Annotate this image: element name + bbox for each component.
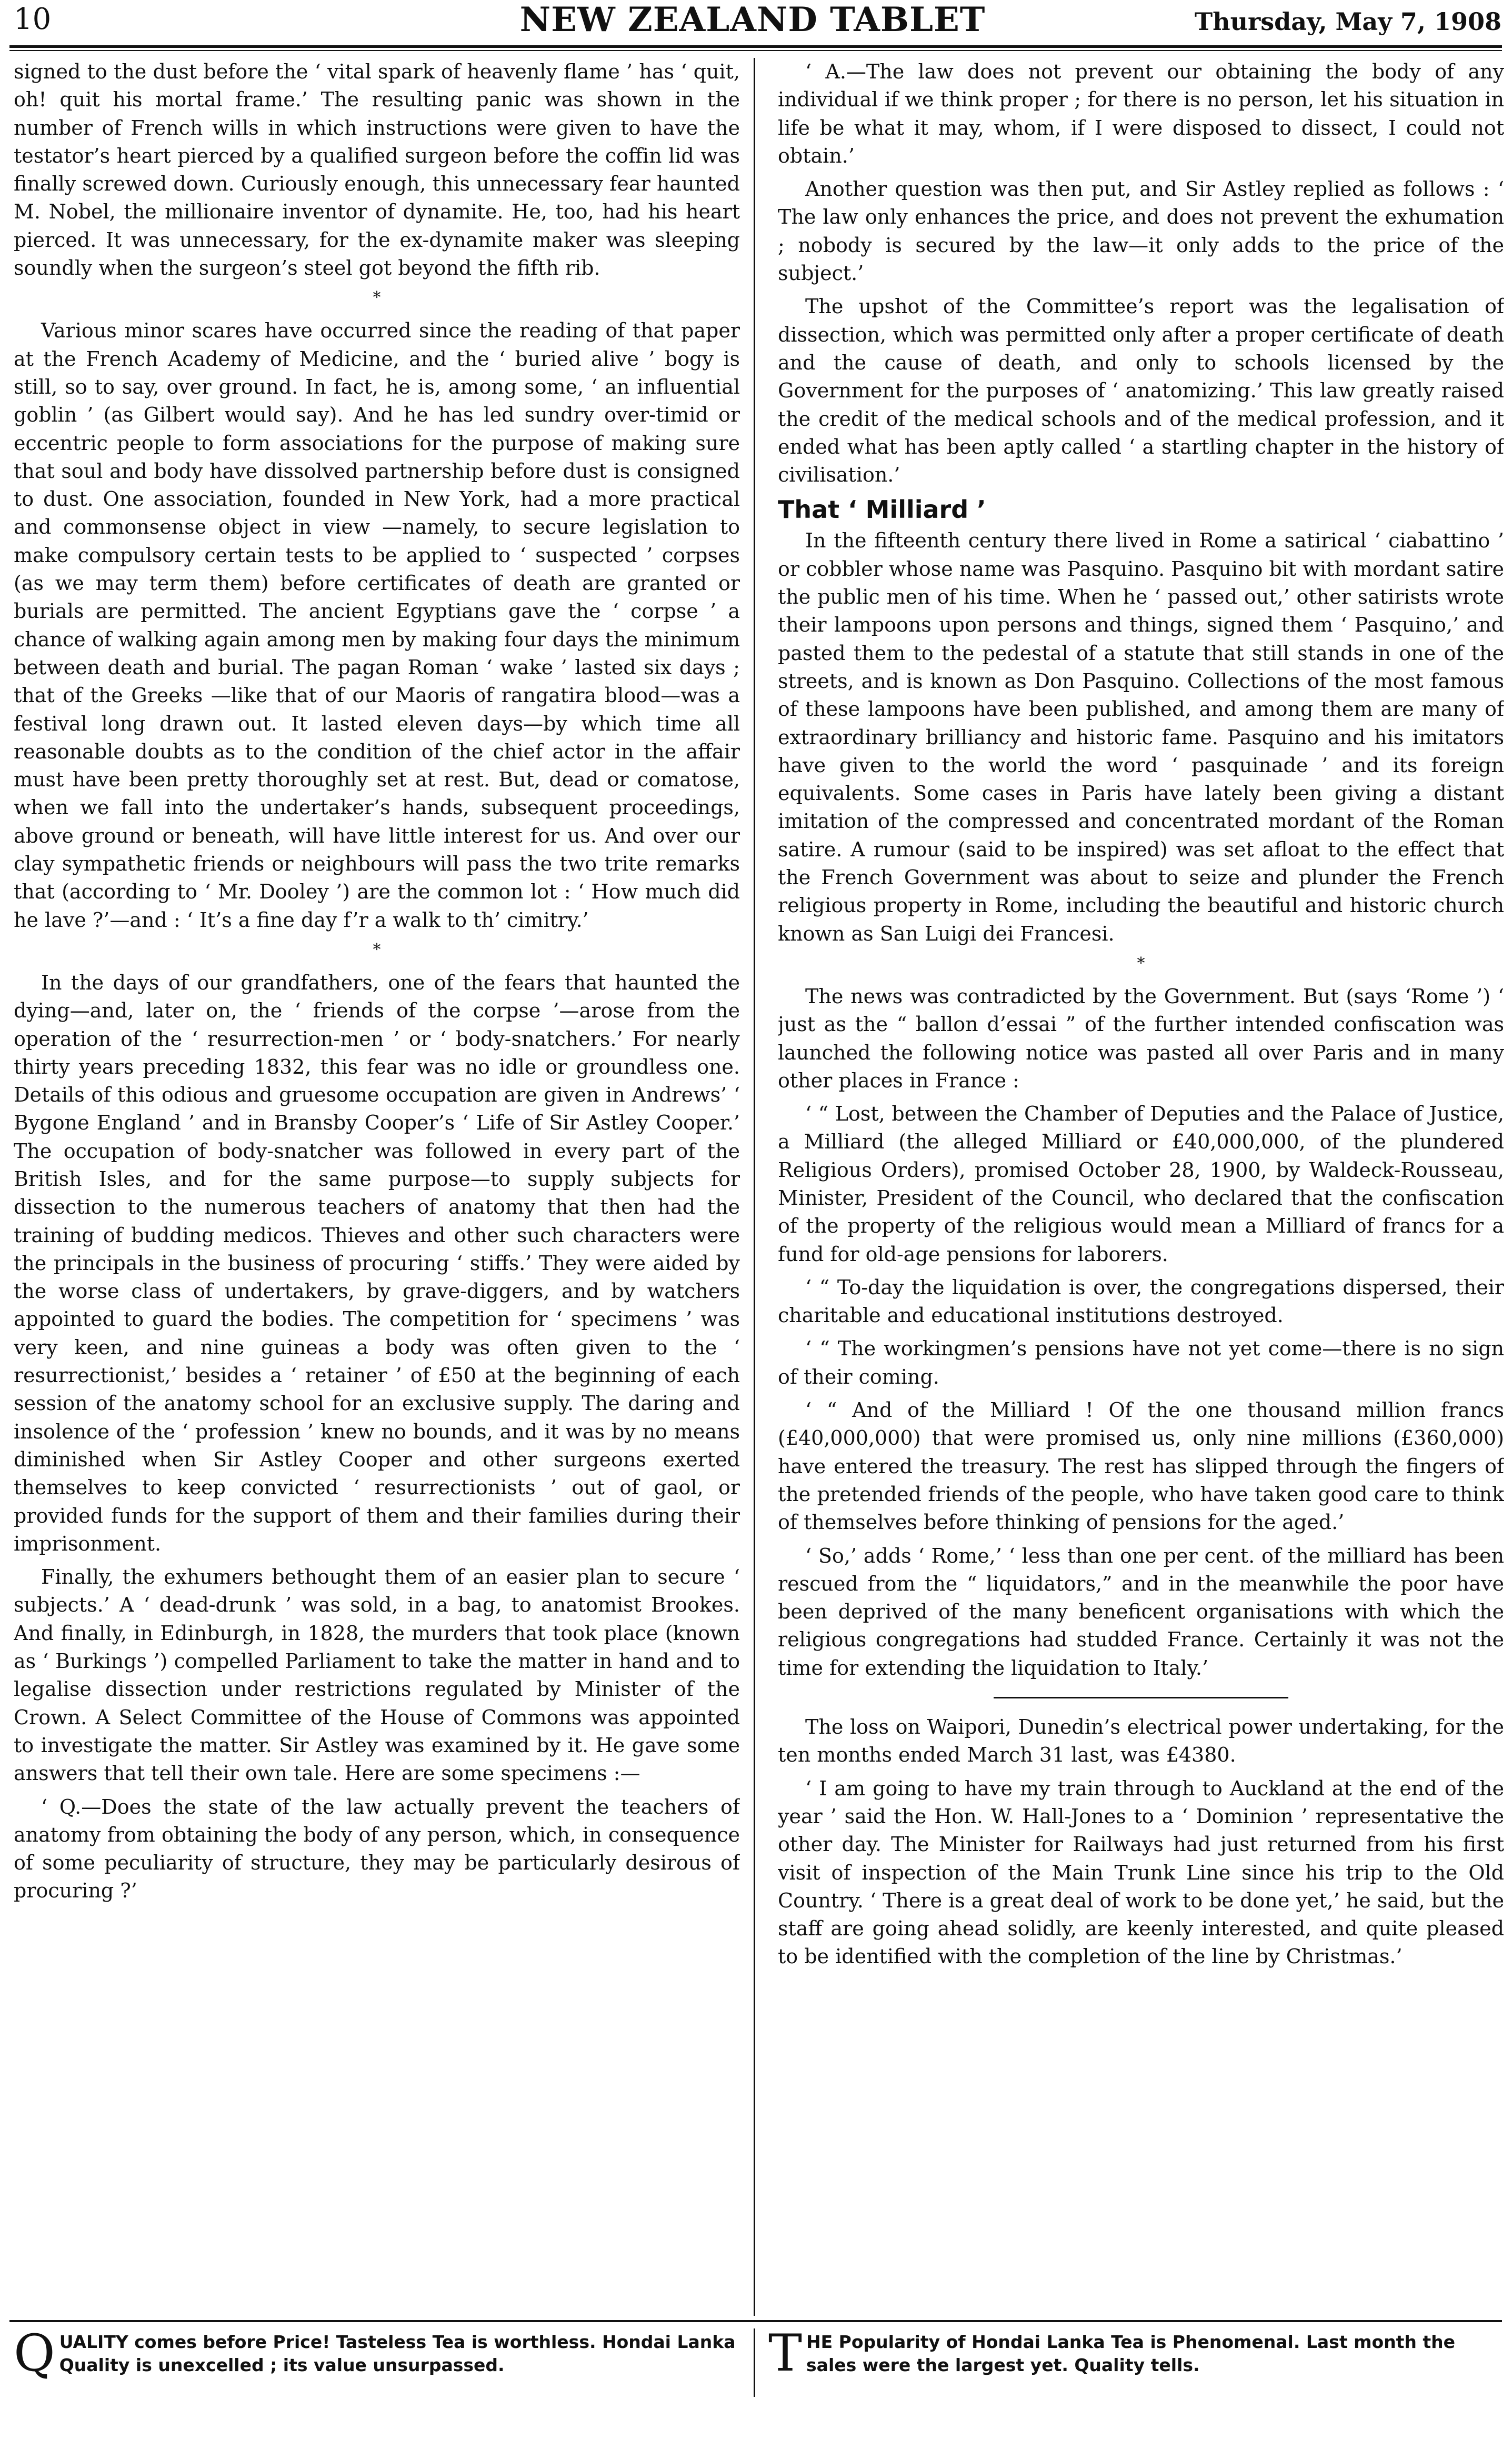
- ad-text: HE Popularity of Hondai Lanka Tea is Phenomenal. Last month the sales were the largest yet. Quality tells.: [806, 2332, 1456, 2375]
- right-paragraph-11: The loss on Waipori, Dunedin’s electrical power undertaking, for the ten months ended March 31 last, was £4380.: [778, 1715, 1504, 1767]
- right-paragraph-4: In the fifteenth century there lived in Rome a satirical ‘ ciabattino ’ or cobbler whose name was Pasquino. Pasquino bit with mordant satire the public men of his time. When he ‘ passed out,’ other satirists wrote their lampoons upon persons and things, signed them ‘ Pasquino,’ and pasted them to the pedestal of a statute that still stands in one of the streets, and is known as Don Pasquino. Collections of the most famous of these lampoons have been published, and among them are many of extraordinary brilliancy and historic fame. Pasquino and his imitators have given to the world the word ‘ pasquinade ’ and its foreign equivalents. Some cases in Paris have lately been giving a distant imitation of the compressed and concentrated mordant of the Roman satire. A rumour (said to be inspired) was set afloat to the effect that the French Government was about to seize and plunder the French religious property in Rome, including the beautiful and historic church known as San Luigi dei Francesi.: [778, 529, 1504, 945]
- left-column: [14, 58, 740, 2311]
- section-heading-milliard: That ‘ Milliard ’: [778, 495, 986, 524]
- left-paragraph-1: signed to the dust before the ‘ vital spark of heavenly flame ’ has ‘ quit, oh! quit his mortal frame.’ The resulting panic was shown in the number of French wills in which instructions were given to have the testator’s heart pierced by a qualified surgeon before the coffin lid was finally screwed down. Curiously enough, this unnecessary fear haunted M. Nobel, the millionaire inventor of dynamite. He, too, had his heart pierced. It was unnecessary, for the ex-dynamite maker was sleeping soundly when the surgeon’s steel got beyond the fifth rib.: [14, 60, 740, 280]
- right-paragraph-7: ‘ “ To-day the liquidation is over, the congregations dispersed, their charitable and educational institutions destroyed.: [778, 1275, 1504, 1327]
- page-header: [0, 0, 1512, 48]
- left-paragraph-2: Various minor scares have occurred since the reading of that paper at the French Academy of Medicine, and the ‘ buried alive ’ bogy is still, so to say, over ground. In fact, he is, among some, ‘ an influential goblin ’ (as Gilbert would say). And he has led sundry over-timid or eccentric people to form associations for the purpose of making sure that soul and body have dissolved partnership before dust is consigned to dust. One association, founded in New York, had a more practical and commonsense object in view —namely, to secure legislation to make compulsory certain tests to be applied to ‘ suspected ’ corpses (as we may term them) before certificates of death are granted or burials are permitted. The ancient Egyptians gave the ‘ corpse ’ a chance of walking again among men by making four days the minimum between death and burial. The pagan Roman ‘ wake ’ lasted six days ; that of the Greeks —like that of our Maoris of rangatira blood—was a festival long drawn out. It lasted eleven days—by which time all reasonable doubts as to the condition of the chief actor in the affair must have been pretty thoroughly set at rest. But, dead or comatose, when we fall into the undertaker’s hands, subsequent proceedings, above ground or beneath, will have little interest for us. And over our clay sympathetic friends or neighbours will pass the two trite remarks that (according to ‘ Mr. Dooley ’) are the common lot : ‘ How much did he lave ?’—and : ‘ It’s a fine day f’r a walk to th’ cimitry.’: [14, 319, 740, 932]
- section-separator-star: *: [1137, 954, 1145, 973]
- right-paragraph-10: ‘ So,’ adds ‘ Rome,’ ‘ less than one per cent. of the milliard has been rescued from the “ liquidators,” and in the meanwhile the poor have been deprived of the many beneficent organisations with which the religious congregations had studded France. Certainly it was not the time for extending the liquidation to Italy.’: [778, 1544, 1504, 1680]
- column-divider: [754, 58, 755, 2316]
- right-paragraph-12: ‘ I am going to have my train through to Auckland at the end of the year ’ said the Hon. W. Hall-Jones to a ‘ Dominion ’ representative the other day. The Minister for Railways had just returned from his first visit of inspection of the Main Trunk Line since his trip to the Old Country. ‘ There is a great deal of work to be done yet,’ he said, but the staff are going ahead solidly, are keenly interested, and quite pleased to be identified with the completion of the line by Christmas.’: [778, 1776, 1504, 1968]
- left-paragraph-4: Finally, the exhumers bethought them of an easier plan to secure ‘ subjects.’ A ‘ dead-drunk ’ was sold, in a bag, to anatomist Brookes. And finally, in Edinburgh, in 1828, the murders that took place (known as ‘ Burkings ’) compelled Parliament to take the matter in hand and to legalise dissection under restrictions regulated by Minister of the Crown. A Select Committee of the House of Commons was appointed to investigate the matter. Sir Astley was examined by it. He gave some answers that tell their own tale. Here are some specimens :—: [14, 1565, 740, 1785]
- right-paragraph-6: ‘ “ Lost, between the Chamber of Deputies and the Palace of Justice, a Milliard (the alleged Milliard or £40,000,000, of the plundered Religious Orders), promised October 28, 1900, by Waldeck-Rousseau, Minister, President of the Council, who declared that the confiscation of the property of the religious would mean a Milliard of francs for a fund for old-age pensions for laborers.: [778, 1102, 1504, 1266]
- left-paragraph-3: In the days of our grandfathers, one of the fears that haunted the dying—and, later on, the ‘ friends of the corpse ’—arose from the operation of the ‘ resurrection-men ’ or ‘ body-snatchers.’ For nearly thirty years preceding 1832, this fear was no idle or groundless one. Details of this odious and gruesome occupation are given in Andrews’ ‘ Bygone England ’ and in Bransby Cooper’s ‘ Life of Sir Astley Cooper.’ The occupation of body-snatcher was followed in every part of the British Isles, and for the same purpose—to supply subjects for dissection to the numerous teachers of anatomy that then had the training of budding medicos. Thieves and other such characters were the principals in the business of procuring ‘ stiffs.’ They were aided by the worse class of undertakers, by grave-diggers, and by watchers appointed to guard the bodies. The competition for ‘ specimens ’ was very keen, and nine guineas a body was often given to the ‘ resurrectionist,’ besides a ‘ retainer ’ of £50 at the beginning of each session of the anatomy school for an exclusive supply. The daring and insolence of the ‘ profession ’ knew no bounds, and it was by no means diminished when Sir Astley Cooper and other surgeons exerted themselves to keep convicted ‘ resurrectionists ’ out of gaol, or provided funds for the support of them and their families during their imprisonment.: [14, 971, 740, 1555]
- footer-divider: [754, 2328, 755, 2397]
- ad-text: UALITY comes before Price! Tasteless Tea is worthless. Hondai Lanka Quality is unexcelled ; its value unsurpassed.: [59, 2332, 736, 2375]
- right-paragraph-8: ‘ “ The workingmen’s pensions have not yet come—there is no sign of their coming.: [778, 1337, 1504, 1388]
- page-number: 10: [14, 2, 52, 36]
- ad-drop-cap: T: [768, 2324, 803, 2383]
- tea-advertisement-left: [14, 2324, 740, 2383]
- header-rule: [9, 45, 1502, 48]
- tea-advertisement-right: [768, 2324, 1500, 2383]
- right-paragraph-3: The upshot of the Committee’s report was the legalisation of dissection, which was permitted only after a proper certificate of death and the cause of death, and only to schools licensed by the Government for the purposes of ‘ anatomizing.’ This law greatly raised the credit of the medical schools and of the medical profession, and it ended what has been aptly called ‘ a startling chapter in the history of civilisation.’: [778, 295, 1504, 487]
- ad-drop-cap: Q: [14, 2324, 55, 2383]
- right-paragraph-1: ‘ A.—The law does not prevent our obtaining the body of any individual if we think proper ; for there is no person, let his situation in life be what it may, whom, if I were disposed to dissect, I could not obtain.’: [778, 60, 1504, 167]
- masthead-title: NEW ZEALAND TABLET: [519, 0, 986, 39]
- right-paragraph-9: ‘ “ And of the Milliard ! Of the one thousand million francs (£40,000,000) that were promised us, only nine millions (£360,000) have entered the treasury. The rest has slipped through the fingers of the pretended friends of the people, who have taken good care to think of themselves before thinking of pensions for the aged.’: [778, 1398, 1504, 1534]
- header-rule-thin: [9, 50, 1502, 51]
- left-paragraph-5: ‘ Q.—Does the state of the law actually prevent the teachers of anatomy from obtaining the body of any person, which, in consequence of some peculiarity of structure, they may be particularly desirous of procuring ?’: [14, 1795, 740, 1903]
- advertisement-footer: [0, 2320, 1512, 2449]
- right-paragraph-2: Another question was then put, and Sir Astley replied as follows : ‘ The law only enhances the price, and does not prevent the exhumation ; nobody is secured by the law—it only adds to the price of the subject.’: [778, 177, 1504, 285]
- footer-rule: [9, 2320, 1502, 2322]
- right-paragraph-5: The news was contradicted by the Government. But (says ‘Rome ’) ‘ just as the “ ballon d’essai ” of the further intended confiscation was launched the following notice was pasted all over Paris and in many other places in France :: [778, 984, 1504, 1092]
- issue-date: Thursday, May 7, 1908: [1194, 7, 1501, 36]
- section-separator-star: *: [373, 940, 381, 959]
- right-column: [778, 58, 1504, 2311]
- section-divider-rule: [994, 1697, 1288, 1698]
- section-separator-star: *: [373, 288, 381, 307]
